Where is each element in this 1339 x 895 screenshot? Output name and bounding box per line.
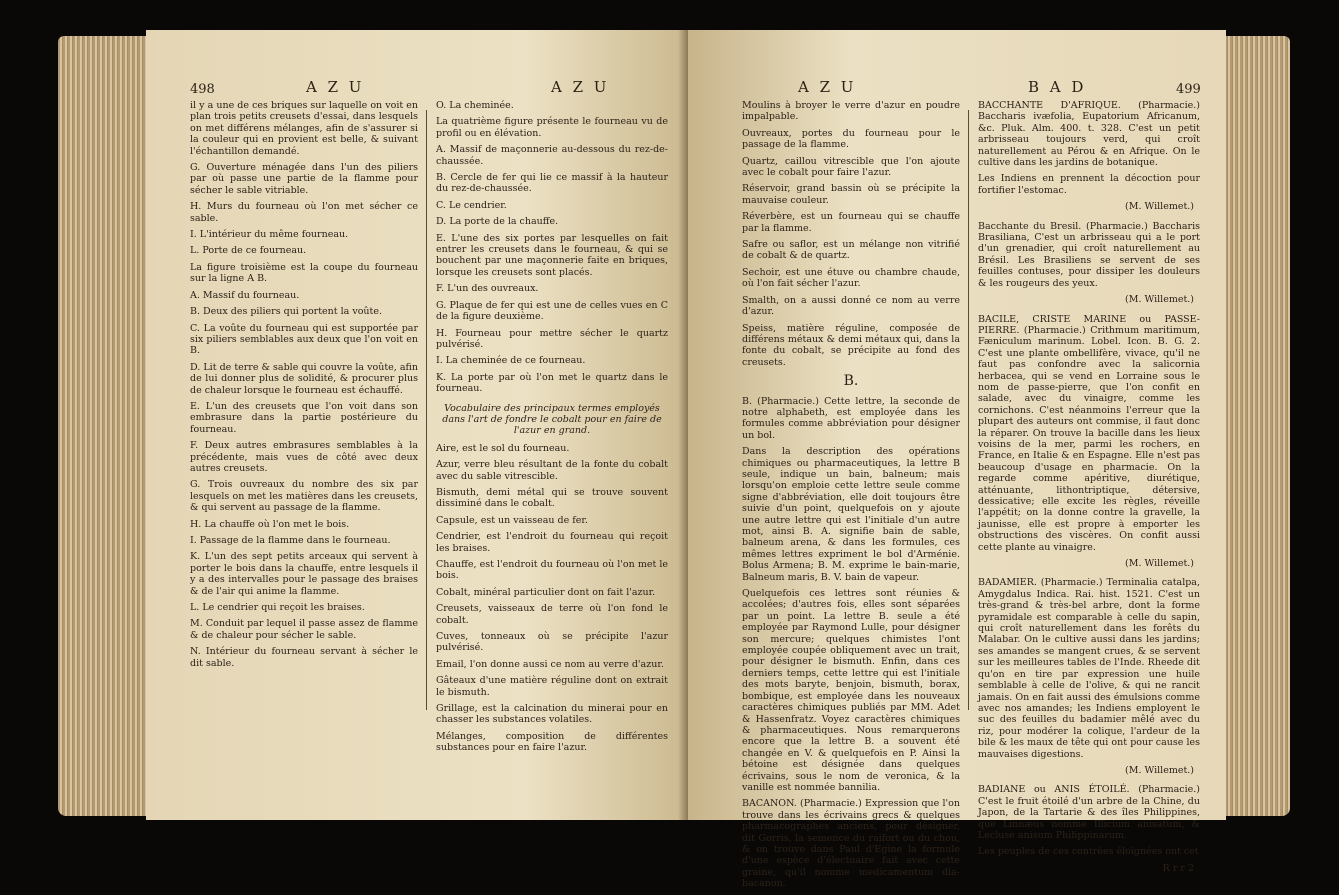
paragraph: Cobalt, minéral particulier dont on fait l'azur. [436, 586, 656, 598]
paragraph: E. L'un des creusets que l'on voit dans son embrasure dans la partie postérieure du fourneau. [190, 400, 418, 435]
printer-signature-mark: R r r 2 [1162, 862, 1194, 874]
paragraph: G. Ouverture ménagée dans l'un des piliers par où passe une partie de la flamme pour sécher le sable vitriable. [190, 162, 418, 196]
column-rule [968, 110, 969, 710]
paragraph: BACANON. (Pharmacie.) Expression que l'on trouve dans les écrivains grecs & quelques pharmacographes anciens, pour désigner, dit Gorris, la semence du raifort ou du chou, & on trouve dans Paul d'Egine la formule d'une espèce d'électuaire fait avec cette graine, qu'il nomme medicamentum dia-bacanon. [742, 798, 960, 890]
paragraph: Aire, est le sol du fourneau. [436, 442, 570, 454]
running-header-right-col1: A Z U [798, 78, 857, 96]
paragraph: F. Deux autres embrasures semblables à la précédente, mais vues de côté avec deux autres creusets. [190, 440, 418, 474]
paragraph: A. Massif du fourneau. [190, 289, 300, 301]
page-number-left: 498 [190, 82, 215, 97]
column-rule [426, 110, 427, 710]
paragraph: La quatrième figure présente le fourneau vu de profil ou en élévation. [436, 116, 668, 139]
paragraph: I. La cheminée de ce fourneau. [436, 355, 586, 367]
paragraph: I. L'intérieur du même fourneau. [190, 229, 349, 241]
paragraph: Quartz, caillou vitrescible que l'on ajoute avec le cobalt pour faire l'azur. [742, 155, 960, 179]
paragraph: I. Passage de la flamme dans le fourneau. [190, 535, 391, 546]
paragraph: D. Lit de terre & sable qui couvre la voûte, afin de lui donner plus de solidité, & procurer plus de chaleur lorsque le fourneau est échauffé. [190, 361, 418, 396]
paragraph: Gâteaux d'une matière réguline dont on extrait le bismuth. [436, 675, 668, 698]
paragraph: La figure troisième est la coupe du fourneau sur la ligne A B. [190, 261, 418, 285]
paragraph: G. Plaque de fer qui est une de celles vues en C de la figure deuxième. [436, 299, 668, 323]
paragraph: G. Trois ouvreaux du nombre des six par lesquels on met les matières dans les creusets, & qui servent au passage de la flamme. [190, 479, 418, 514]
paragraph: Azur, verre bleu résultant de la fonte du cobalt avec du sable vitrescible. [436, 459, 668, 482]
right-page [688, 30, 1226, 890]
paragraph: Safre ou saflor, est un mélange non vitrifié de cobalt & de quartz. [742, 239, 960, 262]
dictionary-entry: BACILE, CRISTE MARINE ou PASSE-PIERRE. (Pharmacie.) Crithmum maritimum, Fæniculum marinum. Lobel. Icon. B. G. 2. C'est une plante ombellifère, vivace, qu'il ne faut pas confondre avec la salicornia herbacea, qui se vend en Lorraine sous le nom de passe-pierre, que l'on confit en salade, avec du vinaigre, comme les cornichons. C'est néanmoins l'erreur que la plupart des auteurs ont commise, il faut donc la réparer. On trouve la bacille dans les lieux voisins de la mer, parmi les rochers, en France, en Italie & en Espagne. Elle n'est pas beaucoup d'usage en pharmacie. On la regarde comme apéritive, diurétique, atténuante, lithontriptique, détersive, dessicative; elle excite les règles, réveille l'appétit; on la donne contre la gravelle, la jaunisse, elle est propre à emporter les obstructions des viscères. On confit aussi cette plante au vinaigre. [978, 313, 1200, 553]
dictionary-entry: BADAMIER. (Pharmacie.) Terminalia catalpa, Amygdalus Indica. Rai. hist. 1521. C'est un très-grand & très-bel arbre, dont la forme pyramidale est comparable à celle du sapin, qui croît naturellement dans les forêts du Malabar. On le cultive aussi dans les jardins; ses amandes se mangent crues, & se servent sur les meilleures tables de l'Inde. Rheede dit qu'on en tire par expression une huile semblable à celle de l'olive, & qui ne rancit jamais. On en fait aussi des émulsions comme avec nos amandes; les Indiens employent le suc des feuilles du badamier mêlé avec du riz, pour modérer la colique, l'ardeur de la bile & les maux de tête qui ont pour cause les mauvaises digestions. [978, 577, 1200, 760]
paragraph: Speiss, matière réguline, composée de différens métaux & demi métaux qui, dans la fonte du cobalt, se précipite au fond des creusets. [742, 322, 960, 368]
dictionary-entry: BACCHANTE D'AFRIQUE. (Pharmacie.) Baccharis ivæfolia, Eupatorium Africanum, &c. Pluk. Alm. 400. t. 328. C'est un petit arbrisseau toujours verd, qui croît naturellement au Pérou & en Afrique. On le cultive dans les jardins de botanique. [978, 100, 1200, 169]
paragraph: Creusets, vaisseaux de terre où l'on fond le cobalt. [436, 603, 668, 626]
dictionary-entry: Bacchante du Bresil. (Pharmacie.) Baccharis Brasiliana, C'est un arbrisseau qui a le port d'un grenadier, qui croît naturellement au Brésil. Les Brasiliens se servent de ses feuilles contuses, pour dissiper les douleurs & les rougeurs des yeux. [978, 220, 1200, 289]
section-letter: B. [843, 373, 859, 390]
running-header-left-col1: A Z U [306, 78, 365, 96]
paragraph: M. Conduit par lequel il passe assez de flamme & de chaleur pour sécher le sable. [190, 618, 418, 641]
dictionary-entry: BADIANE ou ANIS ÉTOILÉ. (Pharmacie.) C'est le fruit étoilé d'un arbre de la Chine, du Japon, de la Tartarie & des îles Philippines, que Linnæus nomme Illicium anisatum, & Lecluse anisum Philippinarum. [978, 784, 1200, 841]
author-signature: (M. Willemet.) [1125, 201, 1194, 213]
left-page-column-2 [436, 100, 668, 759]
paragraph: N. Intérieur du fourneau servant à sécher le dit sable. [190, 646, 418, 669]
paragraph: O. La cheminée. [436, 100, 514, 111]
dictionary-entry: Les Indiens en prennent la décoction pour fortifier l'estomac. [978, 173, 1200, 196]
right-page-column-1 [742, 100, 960, 895]
paragraph: Mélanges, composition de différentes substances pour en faire l'azur. [436, 730, 668, 754]
vocabulary-heading: Vocabulaire des principaux termes employés dans l'art de fondre le cobalt pour en faire de l'azur en grand. [442, 402, 662, 437]
paragraph: L. Le cendrier qui reçoit les braises. [190, 602, 365, 614]
running-header-left-col2: A Z U [551, 78, 610, 96]
paragraph: C. Le cendrier. [436, 199, 507, 211]
paragraph: D. La porte de la chauffe. [436, 216, 559, 228]
paragraph: F. L'un des ouvreaux. [436, 283, 539, 295]
paragraph: Capsule, est un vaisseau de fer. [436, 514, 588, 526]
page-number-right: 499 [1176, 82, 1201, 97]
paragraph: Grillage, est la calcination du minerai pour en chasser les substances volatiles. [436, 703, 668, 726]
paragraph: Email, l'on donne aussi ce nom au verre d'azur. [436, 658, 664, 670]
right-page-column-2 [978, 100, 1200, 882]
paragraph: B. Deux des piliers qui portent la voûte. [190, 306, 382, 318]
paragraph: Chauffe, est l'endroit du fourneau où l'on met le bois. [436, 559, 668, 582]
paragraph: Quelquefois ces lettres sont réunies & accolées; d'autres fois, elles sont séparées par un point. La lettre B. seule a été employée par Raymond Lulle, pour désigner son mercure; quelques chimistes l'ont employée coupée obliquement avec un trait, pour désigner le bismuth. Enfin, dans ces derniers temps, cette lettre qui est l'initiale des mots baryte, benjoin, bismuth, borax, bombique, est employée dans les nouveaux caractères chimiques publiés par MM. Adet & Hassenfratz. Voyez caractères chimiques & pharmaceutiques. Nous remarquerons encore que la lettre B. a souvent été changée en V. & quelquefois en P. Ainsi la bétoine est désignée dans quelques écrivains, sous le nom de veronica, & la vanille est nommée bannilia. [742, 588, 960, 793]
open-book [58, 22, 1290, 890]
paragraph: B. (Pharmacie.) Cette lettre, la seconde de notre alphabeth, est employée dans les formules comme abbréviation pour désigner un bol. [742, 395, 960, 441]
paragraph: A. Massif de maçonnerie au-dessous du rez-de-chaussée. [436, 144, 668, 167]
paragraph: H. La chauffe où l'on met le bois. [190, 518, 350, 530]
left-page [146, 30, 688, 820]
paragraph: K. La porte par où l'on met le quartz dans le fourneau. [436, 371, 668, 395]
paragraph: H. Fourneau pour mettre sécher le quartz pulvérisé. [436, 327, 668, 350]
paragraph: Cendrier, est l'endroit du fourneau qui reçoit les braises. [436, 531, 668, 554]
paragraph: Bismuth, demi métal qui se trouve souvent dissiminé dans le cobalt. [436, 486, 668, 510]
paragraph: H. Murs du fourneau où l'on met sécher ce sable. [190, 201, 418, 224]
paragraph: B. Cercle de fer qui lie ce massif à la hauteur du rez-de-chaussée. [436, 172, 668, 195]
paragraph: Réservoir, grand bassin où se précipite la mauvaise couleur. [742, 183, 960, 206]
paragraph: Sechoir, est une étuve ou chambre chaude, où l'on fait sécher l'azur. [742, 266, 960, 290]
author-signature: (M. Willemet.) [1125, 294, 1194, 306]
left-page-edges [58, 36, 150, 816]
paragraph: il y a une de ces briques sur laquelle on voit en plan trois petits creusets d'essai, dans lesquels on met différens mélanges, afin de s'assurer si la couleur qui en provient est belle, & suivant l'échantillon demandé. [190, 100, 418, 157]
paragraph: Smalth, on a aussi donné ce nom au verre d'azur. [742, 294, 960, 318]
left-page-column-1 [190, 100, 418, 674]
author-signature: (M. Willemet.) [1125, 558, 1194, 570]
paragraph: Dans la description des opérations chimiques ou pharmaceutiques, la lettre B seule, indique un bain, balneum; mais lorsqu'on emploie cette lettre seule comme signe d'abbréviation, elle doit toujours être suivie d'un point, quelquefois on y ajoute une autre lettre qui est l'initiale d'un autre mot, ainsi B. A. signifie bain de sable, balneum arena, & dans les formules, ces mêmes lettres expriment le bol d'Arménie. Bolus Armena; B. M. exprime le bain-marie, Balneum maris, B. V. bain de vapeur. [742, 446, 960, 583]
paragraph: Réverbère, est un fourneau qui se chauffe par la flamme. [742, 211, 960, 234]
running-header-right-col2: B A D [1028, 78, 1087, 96]
paragraph: Cuves, tonneaux où se précipite l'azur pulvérisé. [436, 631, 668, 654]
dictionary-entry: Les peuples de ces contrées éloignées ont cet [978, 846, 1199, 858]
paragraph: L. Porte de ce fourneau. [190, 245, 307, 257]
paragraph: Moulins à broyer le verre d'azur en poudre impalpable. [742, 100, 960, 123]
paragraph: Ouvreaux, portes du fourneau pour le passage de la flamme. [742, 127, 960, 151]
paragraph: C. La voûte du fourneau qui est supportée par six piliers semblables aux deux que l'on voit en B. [190, 322, 418, 357]
paragraph: E. L'une des six portes par lesquelles on fait entrer les creusets dans le fourneau, & qui se bouchent par une maçonnerie faite en briques, lorsque les creusets sont placés. [436, 232, 668, 278]
author-signature: (M. Willemet.) [1125, 764, 1194, 776]
paragraph: K. L'un des sept petits arceaux qui servent à porter le bois dans la chauffe, entre lesquels il y a des intervalles pour le passage des braises & de l'air qui anime la flamme. [190, 551, 418, 597]
